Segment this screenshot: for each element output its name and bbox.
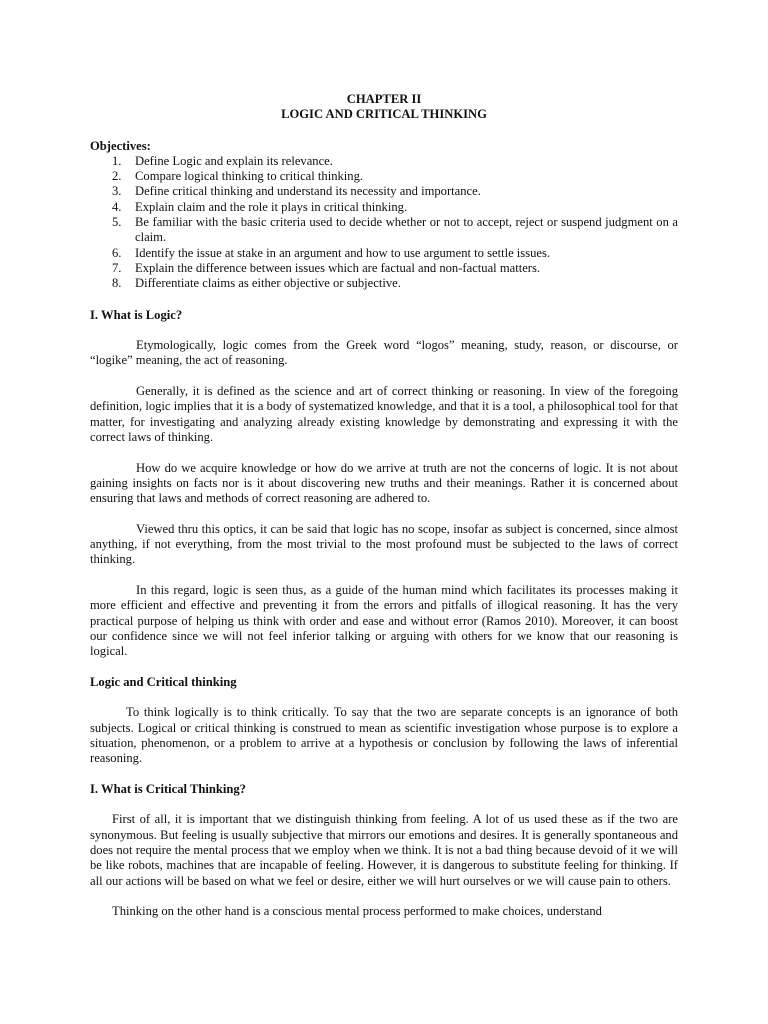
objective-text: Explain claim and the role it plays in critical thinking. bbox=[135, 199, 408, 214]
objective-text: Define Logic and explain its relevance. bbox=[135, 153, 333, 168]
objective-item bbox=[90, 200, 678, 215]
objective-text: Differentiate claims as either objective or subjective. bbox=[135, 276, 401, 291]
paragraph: Viewed thru this optics, it can be said that logic has no scope, insofar as subject is concerned, since almost anything, if not everything, from the most trivial to the most profound must be subjected to the laws of correct thinking. bbox=[90, 521, 678, 567]
objective-number: 8. bbox=[112, 276, 122, 291]
section-heading-logic: I. What is Logic? bbox=[90, 307, 183, 322]
section-heading-critical-thinking: I. What is Critical Thinking? bbox=[90, 781, 246, 796]
objective-number: 7. bbox=[112, 260, 122, 275]
paragraph: Etymologically, logic comes from the Greek word “logos” meaning, study, reason, or discourse, or “logike” meaning, the act of reasoning. bbox=[90, 338, 678, 368]
objective-item bbox=[90, 276, 678, 291]
objective-number: 3. bbox=[112, 184, 122, 199]
paragraph: First of all, it is important that we distinguish thinking from feeling. A lot of us used these as if the two are synonymous. But feeling is usually subjective that mirrors our emotions and desires. It is generally spontaneous and does not require the mental process that we employ when we think. It is not a bad thing because devoid of it we will be like robots, machines that are incapable of feeling. However, it is dangerous to substitute feeling for thinking. If all our actions will be based on what we feel or desire, either we will hurt ourselves or we will cause pain to others. bbox=[90, 812, 678, 888]
objective-item bbox=[90, 246, 678, 261]
objective-item bbox=[90, 184, 678, 199]
objective-item bbox=[90, 261, 678, 276]
objective-item bbox=[90, 154, 678, 169]
objective-text: Define critical thinking and understand its necessity and importance. bbox=[135, 184, 481, 199]
paragraph: To think logically is to think critically. To say that the two are separate concepts is an ignorance of both subjects. Logical or critical thinking is construed to mean as scientific investigation whose purpose is to explore a situation, phenomenon, or a problem to arrive at a hypothesis or conclusion by following the laws of inferential reasoning. bbox=[90, 705, 678, 766]
objective-item bbox=[90, 169, 678, 184]
paragraph: Generally, it is defined as the science and art of correct thinking or reasoning. In view of the foregoing definition, logic implies that it is a body of systematized knowledge, and that it is a tool, a philosophical tool for that matter, for investigating and analyzing already existing knowledge by demonstrating and expressing it with the correct laws of thinking. bbox=[90, 384, 678, 444]
paragraph: Thinking on the other hand is a conscious mental process performed to make choices, understand bbox=[112, 904, 602, 919]
paragraph: In this regard, logic is seen thus, as a guide of the human mind which facilitates its processes making it more efficient and effective and preventing it from the errors and pitfalls of illogical reasoning. It has the very practical purpose of helping us think with order and ease and without error (Ramos 2010). Moreover, it can boost our confidence since we will not feel inferior talking or arguing with others for we know that our reasoning is logical. bbox=[90, 582, 678, 659]
objectives-list bbox=[90, 154, 678, 292]
objective-text: Compare logical thinking to critical thinking. bbox=[135, 169, 364, 184]
paragraph: How do we acquire knowledge or how do we arrive at truth are not the concerns of logic. It is not about gaining insights on facts nor is it about discovering new truths and their meanings. Rather it is concerned about ensuring that laws and methods of correct reasoning are adhered to. bbox=[90, 460, 678, 506]
objective-number: 5. bbox=[112, 215, 122, 230]
objective-number: 6. bbox=[112, 245, 122, 260]
objective-number: 1. bbox=[112, 153, 122, 168]
objective-number: 2. bbox=[112, 169, 122, 184]
chapter-title: LOGIC AND CRITICAL THINKING bbox=[281, 107, 487, 122]
section-heading-logic-critical-thinking: Logic and Critical thinking bbox=[90, 674, 237, 689]
objective-text: Be familiar with the basic criteria used to decide whether or not to accept, reject or suspend judgment on a claim. bbox=[135, 215, 678, 245]
objective-text: Explain the difference between issues which are factual and non-factual matters. bbox=[135, 260, 541, 275]
objective-item bbox=[90, 215, 678, 246]
objectives-heading: Objectives: bbox=[90, 138, 151, 153]
objective-number: 4. bbox=[112, 199, 122, 214]
chapter-number: CHAPTER II bbox=[346, 92, 422, 106]
objective-text: Identify the issue at stake in an argument and how to use argument to settle issues. bbox=[135, 245, 551, 260]
